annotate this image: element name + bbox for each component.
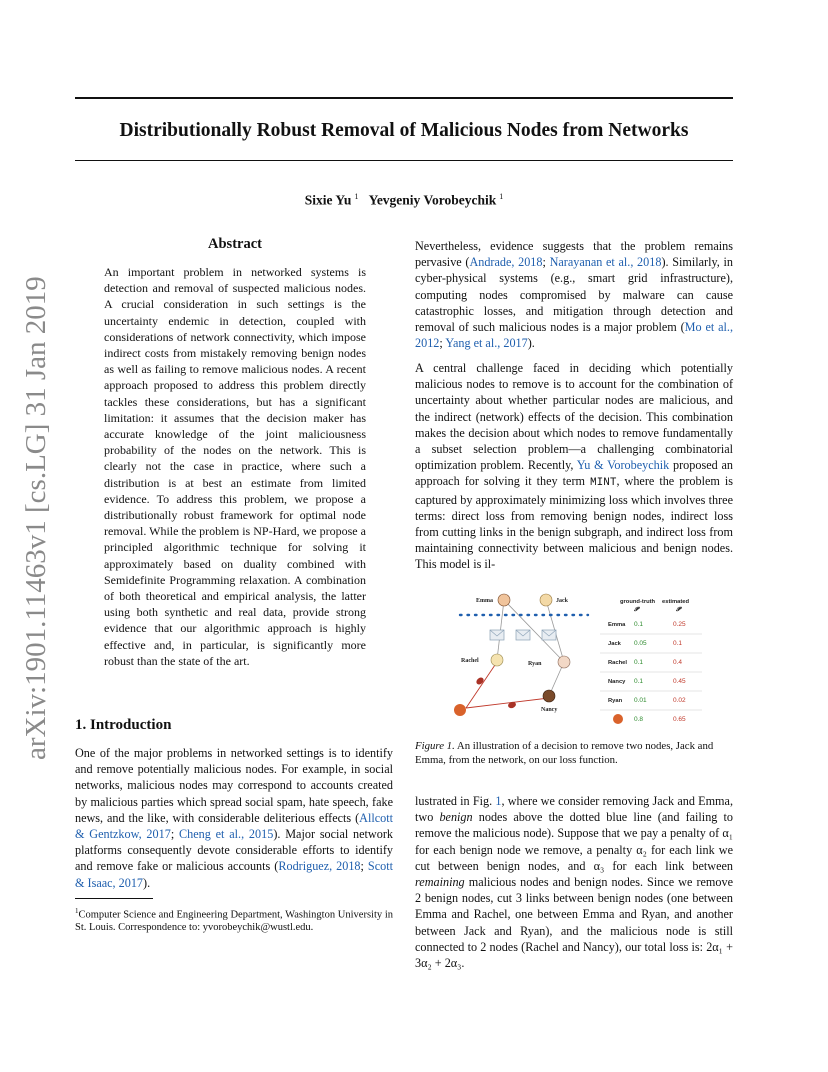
citation-link[interactable]: Cheng et al., 2015 [179, 827, 274, 842]
ground-truth-value: 0.1 [634, 659, 644, 666]
ground-truth-value: 0.01 [634, 697, 647, 704]
estimated-value: 0.02 [673, 697, 686, 704]
ground-truth-value: 0.05 [634, 640, 647, 647]
citation-link[interactable]: Yang et al., 2017 [445, 336, 528, 351]
table-row-label: Jack [608, 641, 621, 647]
author-name: Yevgeniy Vorobeychik [368, 192, 497, 208]
intro-paragraph: One of the major problems in networked settings is to identify and remove potentially malicious nodes. For example, in social networks, malicious nodes may correspond to accounts created by malicious parties which spread social spam, hate speech, fake news, and the like, with considerable deliterious effects (Allcott & Gentzkow, 2017; Cheng et al., 2015). Major social network platforms consequently devote considerable efforts to identify and remove fake or malicious accounts (Rodriguez, 2018; Scott & Isaac, 2017). [75, 746, 393, 890]
citation-link[interactable]: Scott & Isaac, 2017 [75, 859, 393, 890]
citation-link[interactable]: Andrade, 2018 [469, 255, 543, 270]
node-emma [498, 594, 510, 606]
attack-icon [475, 676, 485, 686]
figure-1 [440, 590, 730, 725]
node-label: Jack [556, 598, 568, 604]
network-illustration [440, 590, 730, 725]
estimated-value: 0.45 [673, 678, 686, 685]
estimated-value: 0.65 [673, 716, 686, 723]
table-symbol: 𝓟 [634, 607, 639, 613]
arxiv-stamp: arXiv:1901.11463v1 [cs.LG] 31 Jan 2019 [20, 276, 52, 760]
abstract-heading: Abstract [208, 236, 262, 252]
paper-title: Distributionally Robust Removal of Malicious Nodes from Networks [119, 120, 689, 141]
code-term: MINT [590, 477, 617, 490]
author-name: Sixie Yu [304, 192, 352, 208]
footnote-rule [75, 898, 153, 899]
right-paragraph-1: Nevertheless, evidence suggests that the problem remains pervasive (Andrade, 2018; Narayanan et al., 2018). Similarly, in cyber-physical systems (e.g., smart grid infrastructure), computing nodes compromised by malware can cause catastrophic losses, and mitigation through detection and removal of such malicious nodes is a major problem (Mo et al., 2012; Yang et al., 2017). [415, 239, 733, 351]
node-label: Emma [476, 598, 493, 604]
edge-mal-nancy [466, 698, 549, 708]
node-jack [540, 594, 552, 606]
table-row-label: Rachel [608, 660, 628, 666]
abstract-text: An important problem in networked systems is detection and removal of suspected malicious nodes. A crucial consideration in such settings is the uncertainty endemic in detection, coupled with considerations of network connectivity, which impose indirect costs from mistakely removing benign nodes as well as failing to remove malicious nodes. A recent approach proposed to address this problem directly tackles these considerations, but has a significant limitation: it assumes that the decision maker has accurate knowledge of the joint maliciousness probability of the nodes on the network. This is clearly not the case in practice, where such a distribution is at best an estimate from limited evidence. To address this problem, we propose a distributionally robust framework for optimal node removal. While the problem is NP-Hard, we propose a principled algorithmic technique for solving it approximately based on duality combined with Semidefinite Programming relaxation. A combination of both theoretical and empirical analysis, the latter using both synthetic and real data, provide strong evidence that our algorithmic approach is highly effective and, in particular, is significantly more robust than the state of the art. [104, 265, 366, 668]
estimated-value: 0.25 [673, 621, 686, 628]
node-ryan [558, 656, 570, 668]
table-row-label: Nancy [608, 679, 626, 685]
node-nancy [543, 690, 555, 702]
table-row-label: Emma [608, 622, 626, 628]
estimated-value: 0.4 [673, 659, 683, 666]
node-label: Ryan [528, 661, 542, 667]
ground-truth-value: 0.1 [634, 621, 644, 628]
ground-truth-value: 0.1 [634, 678, 644, 685]
node-label: Rachel [461, 658, 479, 664]
author-list: Sixie Yu $^1$ Yevgeniy Vorobeychik $^1$ [304, 192, 504, 208]
footnote: $^1$Computer Science and Engineering Department, Washington University in St. Louis. Correspondence to: yvorobeychik@wustl.edu. [75, 907, 393, 933]
citation-link[interactable]: Mo et al., 2012 [415, 320, 733, 351]
estimated-value: 0.1 [673, 640, 683, 647]
section-heading: 1. Introduction [75, 717, 172, 733]
right-paragraph-2: A central challenge faced in deciding which potentially malicious nodes to remove is to account for the combination of uncertainty about whether particular nodes are malicious, and the indirect (network) effects of the decision. This combination makes the decision about which nodes to remove fundamentally a subset selection problem—a challenging combinatorial optimization problem. Recently, Yu & Vorobeychik proposed an approach for solving it they term MINT, where the problem is captured by approximately minimizing loss which involves three terms: direct loss from removing benign nodes, indirect loss from cutting links in the benign subgraph, and indirect loss from maintaining connectivity between malicious and benign nodes. This model is il- [415, 361, 734, 572]
citation-link[interactable]: Rodriguez, 2018 [278, 859, 361, 874]
citation-link[interactable]: Allcott & Gentzkow, 2017 [75, 810, 393, 842]
citation-link[interactable]: Yu & Vorobeychik [576, 458, 670, 473]
edge-mal-rachel [466, 662, 497, 708]
malicious-node-icon [454, 704, 466, 716]
table-row-label: Ryan [608, 698, 623, 704]
malicious-node-icon [613, 714, 623, 724]
node-rachel [491, 654, 503, 666]
ground-truth-value: 0.8 [634, 716, 644, 723]
table-header: estimated [662, 599, 690, 605]
table-symbol: 𝓟 [676, 607, 681, 613]
table-header: ground-truth [620, 599, 656, 605]
top-rule [75, 97, 733, 99]
figure-caption: Figure 1. An illustration of a decision to remove two nodes, Jack and Emma, from the network, on our loss function. [415, 740, 714, 766]
node-label: Nancy [541, 707, 558, 713]
title-rule [75, 160, 733, 161]
right-paragraph-3: lustrated in Fig. 1, where we consider removing Jack and Emma, two benign nodes above the dotted blue line (and failing to remove the malicious node). Suppose that we pay a penalty of α₁ for each benign node we remove, a penalty α₂ for each link we cut between benign nodes, and α₃ for each link between remaining malicious nodes and benign nodes. Since we remove 2 benign nodes, cut 3 links between benign nodes (one between Emma and Rachel, one between Emma and Ryan, and another between Jack and Ryan), and the malicious node is still connected to 2 nodes (Rachel and Nancy), our total loss is: 2α₁ + 3α₂ + 2α₃. [415, 794, 734, 971]
figure-link[interactable]: 1 [495, 794, 502, 808]
citation-link[interactable]: Narayanan et al., 2018 [549, 255, 662, 270]
